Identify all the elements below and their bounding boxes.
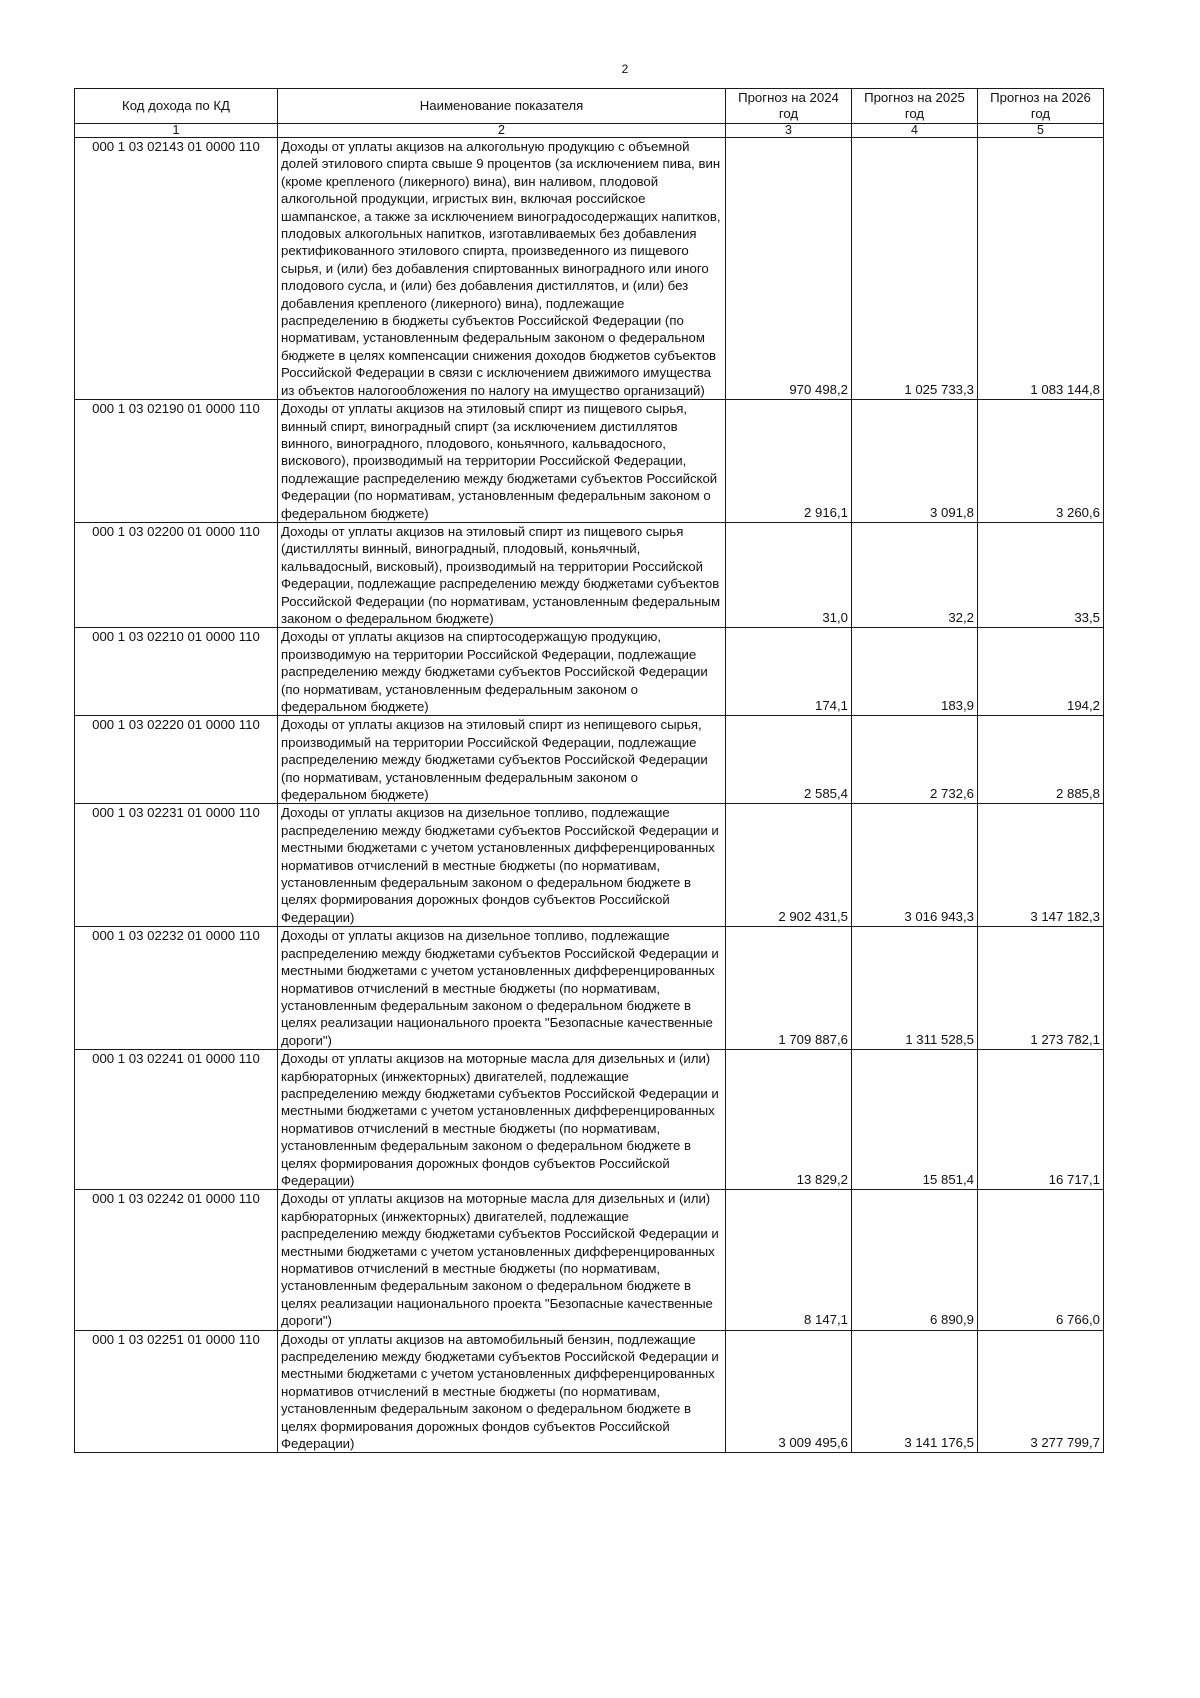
revenue-code: 000 1 03 02210 01 0000 110	[75, 628, 278, 716]
forecast-2024: 13 829,2	[726, 1050, 852, 1190]
forecast-2024: 174,1	[726, 628, 852, 716]
indicator-name: Доходы от уплаты акцизов на спиртосодержащую продукцию, производимую на территории Российской Федерации, подлежащие распределению между бюджетами субъектов Российской Федерации (по нормативам, установленным федеральным законом о федеральном бюджете)	[278, 628, 726, 716]
column-index: 3	[726, 124, 852, 138]
forecast-2026: 2 885,8	[978, 716, 1104, 804]
revenue-code: 000 1 03 02200 01 0000 110	[75, 522, 278, 627]
page-number: 2	[621, 62, 629, 76]
indicator-name: Доходы от уплаты акцизов на моторные масла для дизельных и (или) карбюраторных (инжекторных) двигателей, подлежащие распределению между бюджетами субъектов Российской Федерации и местными бюджетами с учетом установленных дифференцированных нормативов отчислений в местные бюджеты (по нормативам, установленным федеральным законом о федеральном бюджете в целях формирования дорожных фондов субъектов Российской Федерации)	[278, 1050, 726, 1190]
forecast-2026: 1 273 782,1	[978, 927, 1104, 1050]
header-code: Код дохода по КД	[75, 89, 278, 124]
forecast-2025: 32,2	[852, 522, 978, 627]
indicator-name: Доходы от уплаты акцизов на алкогольную продукцию с объемной долей этилового спирта свыше 9 процентов (за исключением пива, вин (кроме крепленого (ликерного) вина), вин наливом, плодовой алкогольной продукции, игристых вин, включая российское шампанское, а также за исключением виноградосодержащих напитков, плодовых алкогольных напитков, изготавливаемых без добавления ректификованного этилового спирта, произведенного из пищевого сырья, и (или) без добавления спиртованных виноградного или иного плодового сусла, и (или) без добавления дистиллятов, и (или) без добавления крепленого (ликерного) вина), подлежащие распределению в бюджеты субъектов Российской Федерации (по нормативам, установленным федеральным законом о федеральном бюджете в целях компенсации снижения доходов бюджетов субъектов Российской Федерации в связи с исключением движимого имущества из объектов налогообложения по налогу на имущество организаций)	[278, 138, 726, 400]
indicator-name: Доходы от уплаты акцизов на этиловый спирт из пищевого сырья (дистилляты винный, виноградный, плодовый, коньячный, кальвадосный, виcковый), производимый на территории Российской Федерации, подлежащие распределению между бюджетами субъектов Российской Федерации (по нормативам, установленным федеральным законом о федеральном бюджете)	[278, 522, 726, 627]
indicator-name: Доходы от уплаты акцизов на этиловый спирт из непищевого сырья, производимый на территории Российской Федерации, подлежащие распределению между бюджетами субъектов Российской Федерации (по нормативам, установленным федеральным законом о федеральном бюджете)	[278, 716, 726, 804]
table-row	[75, 927, 1104, 1050]
forecast-2024: 1 709 887,6	[726, 927, 852, 1050]
forecast-2026: 3 260,6	[978, 400, 1104, 523]
forecast-2025: 3 091,8	[852, 400, 978, 523]
header-forecast-2024: Прогноз на 2024 год	[726, 89, 852, 124]
revenue-code: 000 1 03 02251 01 0000 110	[75, 1330, 278, 1453]
forecast-2024: 31,0	[726, 522, 852, 627]
column-index-row	[75, 124, 1104, 138]
table-row	[75, 1330, 1104, 1453]
forecast-2024: 970 498,2	[726, 138, 852, 400]
forecast-2025: 1 311 528,5	[852, 927, 978, 1050]
column-index: 2	[278, 124, 726, 138]
forecast-2025: 3 016 943,3	[852, 804, 978, 927]
table-row	[75, 804, 1104, 927]
forecast-2026: 33,5	[978, 522, 1104, 627]
column-index: 5	[978, 124, 1104, 138]
table-header-row	[75, 89, 1104, 124]
revenue-code: 000 1 03 02232 01 0000 110	[75, 927, 278, 1050]
indicator-name: Доходы от уплаты акцизов на этиловый спирт из пищевого сырья, винный спирт, виноградный спирт (за исключением дистиллятов винного, виноградного, плодового, коньячного, кальвадосного, вискового), производимый на территории Российской Федерации, подлежащие распределению между бюджетами субъектов Российской Федерации (по нормативам, установленным федеральным законом о федеральном бюджете)	[278, 400, 726, 523]
indicator-name: Доходы от уплаты акцизов на автомобильный бензин, подлежащие распределению между бюджетами субъектов Российской Федерации и местными бюджетами с учетом установленных дифференцированных нормативов отчислений в местные бюджеты (по нормативам, установленным федеральным законом о федеральном бюджете в целях формирования дорожных фондов субъектов Российской Федерации)	[278, 1330, 726, 1453]
forecast-2024: 8 147,1	[726, 1190, 852, 1330]
header-forecast-2026: Прогноз на 2026 год	[978, 89, 1104, 124]
table-row	[75, 628, 1104, 716]
forecast-2026: 3 147 182,3	[978, 804, 1104, 927]
forecast-2025: 6 890,9	[852, 1190, 978, 1330]
indicator-name: Доходы от уплаты акцизов на дизельное топливо, подлежащие распределению между бюджетами субъектов Российской Федерации и местными бюджетами с учетом установленных дифференцированных нормативов отчислений в местные бюджеты (по нормативам, установленным федеральным законом о федеральном бюджете в целях формирования дорожных фондов субъектов Российской Федерации)	[278, 804, 726, 927]
forecast-2026: 16 717,1	[978, 1050, 1104, 1190]
table-row	[75, 400, 1104, 523]
column-index: 1	[75, 124, 278, 138]
forecast-2024: 2 916,1	[726, 400, 852, 523]
header-name: Наименование показателя	[278, 89, 726, 124]
forecast-2026: 3 277 799,7	[978, 1330, 1104, 1453]
indicator-name: Доходы от уплаты акцизов на дизельное топливо, подлежащие распределению между бюджетами субъектов Российской Федерации и местными бюджетами с учетом установленных дифференцированных нормативов отчислений в местные бюджеты (по нормативам, установленным федеральным законом о федеральном бюджете в целях реализации национального проекта "Безопасные качественные дороги")	[278, 927, 726, 1050]
table-row	[75, 716, 1104, 804]
header-forecast-2025: Прогноз на 2025 год	[852, 89, 978, 124]
revenue-code: 000 1 03 02220 01 0000 110	[75, 716, 278, 804]
forecast-2024: 2 585,4	[726, 716, 852, 804]
forecast-2024: 3 009 495,6	[726, 1330, 852, 1453]
revenue-code: 000 1 03 02231 01 0000 110	[75, 804, 278, 927]
revenue-code: 000 1 03 02190 01 0000 110	[75, 400, 278, 523]
forecast-2025: 2 732,6	[852, 716, 978, 804]
forecast-2026: 6 766,0	[978, 1190, 1104, 1330]
forecast-2026: 194,2	[978, 628, 1104, 716]
revenue-code: 000 1 03 02242 01 0000 110	[75, 1190, 278, 1330]
revenue-forecast-table	[74, 88, 1104, 1453]
table-row	[75, 1050, 1104, 1190]
table-row	[75, 1190, 1104, 1330]
forecast-2025: 183,9	[852, 628, 978, 716]
forecast-2025: 1 025 733,3	[852, 138, 978, 400]
column-index: 4	[852, 124, 978, 138]
forecast-2026: 1 083 144,8	[978, 138, 1104, 400]
revenue-code: 000 1 03 02143 01 0000 110	[75, 138, 278, 400]
table-row	[75, 138, 1104, 400]
forecast-2025: 3 141 176,5	[852, 1330, 978, 1453]
revenue-code: 000 1 03 02241 01 0000 110	[75, 1050, 278, 1190]
forecast-2025: 15 851,4	[852, 1050, 978, 1190]
forecast-2024: 2 902 431,5	[726, 804, 852, 927]
table-row	[75, 522, 1104, 627]
indicator-name: Доходы от уплаты акцизов на моторные масла для дизельных и (или) карбюраторных (инжекторных) двигателей, подлежащие распределению между бюджетами субъектов Российской Федерации и местными бюджетами с учетом установленных дифференцированных нормативов отчислений в местные бюджеты (по нормативам, установленным федеральным законом о федеральном бюджете в целях реализации национального проекта "Безопасные качественные дороги")	[278, 1190, 726, 1330]
